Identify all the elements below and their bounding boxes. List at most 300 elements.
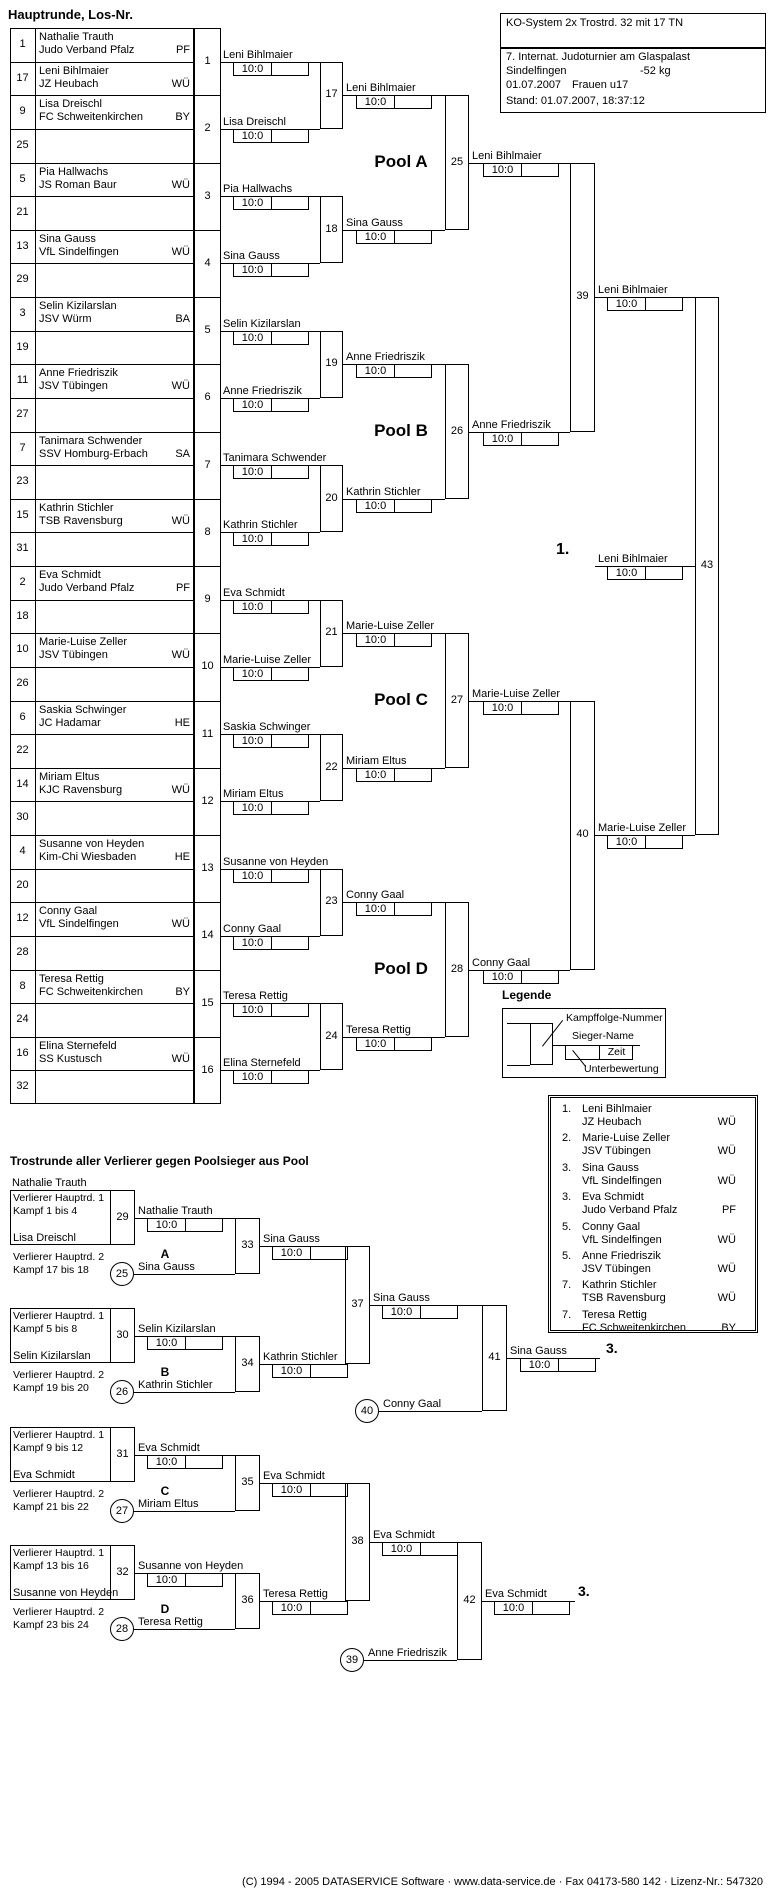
match-41-time-cell	[559, 1359, 595, 1371]
match-16-time-cell	[272, 1071, 308, 1083]
round1-match-number: 14	[201, 929, 214, 942]
seed-row-line	[10, 633, 194, 634]
legend-unterbewertung-label: Unterbewertung	[584, 1063, 659, 1075]
match-36-time-cell	[311, 1602, 347, 1614]
competitor-state: WÜ	[171, 380, 190, 393]
match-4-winner-name: Sina Gauss	[223, 250, 280, 263]
result-state: PF	[721, 1204, 736, 1217]
result-state: WÜ	[717, 1145, 736, 1158]
match-20-winner-name: Kathrin Stichler	[346, 485, 421, 498]
match-34-score: 10:0	[273, 1365, 311, 1377]
match-41-score-box	[520, 1358, 596, 1372]
match-33-score-box	[272, 1246, 348, 1260]
cons-entrant2-desc: Verlierer Hauptrd. 2	[13, 1369, 105, 1381]
match-20-score: 10:0	[357, 500, 395, 512]
match-29-score-box	[147, 1218, 223, 1232]
match-33-number: 33	[241, 1238, 254, 1251]
match-14-score: 10:0	[234, 937, 272, 949]
match-26-number: 26	[450, 424, 464, 437]
competitor-state: WÜ	[171, 77, 190, 90]
match-35-time-cell	[311, 1484, 347, 1496]
result-club: Judo Verband Pfalz	[582, 1204, 678, 1217]
match-20-time-cell	[395, 500, 431, 512]
match-29-time-cell	[186, 1219, 222, 1231]
result-rank: 2.	[562, 1132, 572, 1145]
competitor-state	[150, 750, 190, 763]
seed-number: 1	[19, 38, 26, 50]
match-31-number: 31	[116, 1448, 129, 1460]
cons-entrant1-desc: Verlierer Hauptrd. 1	[13, 1547, 105, 1559]
match-7-score-box	[233, 465, 309, 479]
result-rank: 7.	[562, 1279, 572, 1292]
cons-entrant2-desc: Verlierer Hauptrd. 2	[13, 1251, 105, 1263]
match-col-line	[194, 835, 221, 836]
seed-row-line	[10, 936, 194, 937]
match-15-score-box	[233, 1003, 309, 1017]
pool-label: Pool B	[374, 420, 428, 440]
match-36-score-box	[272, 1601, 348, 1615]
match-17-number: 17	[325, 88, 338, 101]
competitor-name: Marie-Luise Zeller	[39, 636, 128, 649]
loser-of-match-circle: 28	[110, 1617, 134, 1641]
match-41-winner-name: Sina Gauss	[510, 1344, 567, 1357]
result-rank: 1.	[562, 1103, 572, 1115]
match-11-score-box	[233, 734, 309, 748]
match-5-winner-name: Selin Kizilarslan	[223, 317, 301, 330]
seed-number: 16	[16, 1046, 29, 1059]
seed-row-line	[10, 230, 194, 231]
anne-friedriszik-line	[364, 1660, 457, 1661]
competitor-name: Nathalie Trauth	[39, 31, 114, 43]
seed-row-line	[10, 902, 194, 903]
competitor-state	[150, 145, 190, 158]
competitor-state: WÜ	[171, 1052, 190, 1065]
competitor-name: Selin Kizilarslan	[39, 300, 117, 312]
match-33-score: 10:0	[273, 1247, 311, 1259]
seed-row-line	[10, 566, 194, 567]
match-4-time-cell	[272, 264, 308, 276]
seed-row-line	[10, 331, 194, 332]
competitor-name: Lisa Dreischl	[39, 98, 102, 111]
match-38-score: 10:0	[383, 1543, 421, 1555]
match-12-winner-name: Miriam Eltus	[223, 788, 284, 801]
seed-number: 8	[19, 979, 26, 992]
match-18-time-cell	[395, 231, 431, 243]
match-38-number: 38	[351, 1534, 364, 1547]
match-27-winner-name: Marie-Luise Zeller	[472, 687, 561, 700]
match-11-time-cell	[272, 735, 308, 747]
match-22-score: 10:0	[357, 769, 395, 781]
competitor-club: Judo Verband Pfalz	[39, 582, 135, 594]
seed-row-line	[10, 768, 194, 769]
competitor-state	[150, 481, 190, 494]
seed-row-line	[10, 62, 194, 63]
legend-heading: Legende	[502, 988, 552, 1002]
match-col-line	[194, 970, 221, 971]
match-17-winner-name: Leni Bihlmaier	[346, 82, 416, 95]
competitor-name: Elina Sternefeld	[39, 1039, 117, 1052]
competitor-name: Teresa Rettig	[39, 972, 104, 985]
seed-row-line	[10, 667, 194, 668]
competitor-club: FC Schweitenkirchen	[39, 111, 143, 124]
match-32-time-cell	[186, 1574, 222, 1586]
competitor-state: PF	[175, 44, 190, 56]
cons-entrant2-desc: Kampf 19 bis 20	[13, 1382, 89, 1394]
loser-of-match-circle: 39	[340, 1648, 364, 1672]
match-15-time-cell	[272, 1004, 308, 1016]
match-7-winner-name: Tanimara Schwender	[223, 452, 327, 465]
competitor-state	[150, 548, 190, 561]
round1-match-number: 5	[204, 324, 211, 336]
pool-loser-name: Kathrin Stichler	[138, 1379, 213, 1391]
match-14-time-cell	[272, 937, 308, 949]
match-3-time-cell	[272, 197, 308, 209]
seed-number: 9	[19, 105, 26, 118]
conny-gaal-line	[379, 1411, 482, 1412]
match-col-line	[194, 163, 221, 164]
seed-number: 13	[16, 239, 29, 252]
match-42-score: 10:0	[495, 1602, 533, 1614]
match-3-score: 10:0	[234, 197, 272, 209]
competitor-state	[150, 683, 190, 696]
cons-entrant1-desc: Verlierer Hauptrd. 1	[13, 1192, 105, 1204]
match-3-winner-name: Pia Hallwachs	[223, 183, 293, 196]
match-31-time-cell	[186, 1456, 222, 1468]
competitor-state: HE	[174, 716, 190, 729]
result-state: WÜ	[717, 1292, 736, 1305]
match-17-score: 10:0	[357, 96, 395, 108]
seed-number: 3	[19, 307, 26, 319]
match-33-winner-name: Sina Gauss	[263, 1232, 320, 1245]
match-10-score-box	[233, 667, 309, 681]
competitor-name: Tanimara Schwender	[39, 434, 143, 447]
match-35-score: 10:0	[273, 1484, 311, 1496]
result-state: WÜ	[717, 1116, 736, 1128]
match-32-winner-name: Susanne von Heyden	[138, 1559, 244, 1572]
competitor-state	[150, 1019, 190, 1032]
result-name: Sina Gauss	[582, 1161, 639, 1174]
match-40-score: 10:0	[608, 836, 646, 848]
competitor-club: VfL Sindelfingen	[39, 245, 119, 258]
seed-row-line	[10, 869, 194, 870]
match-28-time-cell	[522, 971, 558, 983]
match-col-line	[194, 364, 221, 365]
cons-entrant2-name: Eva Schmidt	[13, 1469, 75, 1481]
competitor-name: Miriam Eltus	[39, 770, 100, 783]
match-5-score: 10:0	[234, 332, 272, 344]
third-place-label: 3.	[578, 1582, 590, 1599]
round1-match-number: 13	[201, 862, 214, 874]
tournament-location: Sindelfingen	[506, 65, 567, 77]
match-26-time-cell	[522, 433, 558, 445]
match-11-score: 10:0	[234, 735, 272, 747]
seed-row-line	[10, 600, 194, 601]
match-16-score: 10:0	[234, 1071, 272, 1083]
legend-entrant-line-bottom	[507, 1065, 530, 1066]
competitor-club: SSV Homburg-Erbach	[39, 447, 148, 460]
match-23-number: 23	[325, 895, 338, 908]
result-club: VfL Sindelfingen	[582, 1174, 662, 1187]
match-26-score-box	[483, 432, 559, 446]
match-40-score-box	[607, 835, 683, 849]
seed-col-divider	[35, 28, 36, 1104]
pool-loser-line	[134, 1274, 235, 1275]
match-25-winner-name: Leni Bihlmaier	[472, 149, 542, 162]
legend-kampffolge-label: Kampffolge-Nummer	[566, 1012, 663, 1024]
seed-row-line	[10, 398, 194, 399]
pool-letter-label: D	[160, 1602, 170, 1616]
match-2-score: 10:0	[234, 130, 272, 142]
match-38-winner-name: Eva Schmidt	[373, 1528, 435, 1541]
loser-of-match-circle: 25	[110, 1262, 134, 1286]
seed-number: 23	[16, 475, 29, 488]
pool-letter-label: A	[160, 1247, 170, 1261]
pool-loser-name: Sina Gauss	[138, 1261, 195, 1273]
match-col-line	[194, 1037, 221, 1038]
round1-match-number: 8	[204, 525, 211, 538]
match-31-score: 10:0	[148, 1456, 186, 1468]
match-42-number: 42	[463, 1593, 476, 1606]
seed-number: 4	[19, 845, 26, 857]
result-state: BY	[721, 1321, 736, 1334]
competitor-club: SS Kustusch	[39, 1052, 102, 1065]
match-34-winner-name: Kathrin Stichler	[263, 1350, 338, 1363]
seed-number: 27	[16, 407, 29, 420]
seed-number: 11	[16, 374, 29, 387]
seed-row-line	[10, 835, 194, 836]
competitor-state: SA	[175, 447, 190, 460]
seed-row-line	[10, 163, 194, 164]
match-9-score: 10:0	[234, 601, 272, 613]
match-43-number: 43	[700, 559, 714, 571]
match-4-score-box	[233, 263, 309, 277]
seed-number: 28	[16, 945, 29, 958]
match-10-time-cell	[272, 668, 308, 680]
match-1-score: 10:0	[234, 63, 272, 75]
match-20-number: 20	[325, 491, 338, 504]
match-1-score-box	[233, 62, 309, 76]
cons-entrant1-desc: Kampf 13 bis 16	[13, 1560, 89, 1572]
match-7-time-cell	[272, 466, 308, 478]
match-22-score-box	[356, 768, 432, 782]
match-15-score: 10:0	[234, 1004, 272, 1016]
match-37-number: 37	[351, 1297, 364, 1310]
seed-row-line	[10, 95, 194, 96]
competitor-club: JSV Tübingen	[39, 380, 108, 393]
match-21-number: 21	[325, 626, 338, 639]
competitor-state: BA	[175, 313, 190, 325]
seed-number: 7	[19, 441, 26, 454]
match-col-line	[194, 297, 221, 298]
result-club: JSV Tübingen	[582, 1263, 651, 1275]
seed-number: 6	[19, 710, 26, 723]
match-25-score: 10:0	[484, 164, 522, 176]
seed-number: 31	[16, 542, 29, 555]
round1-match-number: 7	[204, 458, 211, 471]
competitor-state	[150, 1086, 190, 1099]
competitor-club: JSV Tübingen	[39, 649, 108, 662]
match-12-score-box	[233, 801, 309, 815]
match-32-number: 32	[116, 1566, 129, 1578]
match-col-line	[194, 95, 221, 96]
match-5-time-cell	[272, 332, 308, 344]
stand-timestamp: Stand: 01.07.2007, 18:37:12	[506, 95, 645, 107]
competitor-name: Eva Schmidt	[39, 569, 101, 581]
match-14-score-box	[233, 936, 309, 950]
seed-number: 26	[16, 676, 29, 689]
third-place-label: 3.	[606, 1339, 618, 1356]
match-42-time-cell	[533, 1602, 569, 1614]
seed-number: 24	[16, 1013, 29, 1026]
match-25-time-cell	[522, 164, 558, 176]
match-18-score: 10:0	[357, 231, 395, 243]
match-22-winner-name: Miriam Eltus	[346, 754, 407, 767]
match-3-score-box	[233, 196, 309, 210]
cons-entrant1-desc: Kampf 1 bis 4	[13, 1205, 78, 1217]
match-39-winner-name: Leni Bihlmaier	[598, 284, 668, 296]
result-rank: 7.	[562, 1308, 572, 1321]
seed-number: 32	[16, 1080, 29, 1093]
competitor-state: BY	[175, 111, 190, 124]
competitor-name: Susanne von Heyden	[39, 838, 145, 850]
result-state: WÜ	[717, 1233, 736, 1246]
pool-loser-name: Teresa Rettig	[138, 1616, 203, 1628]
match-19-winner-name: Anne Friedriszik	[346, 351, 425, 364]
match-35-winner-name: Eva Schmidt	[263, 1469, 325, 1482]
seed-row-line	[10, 1070, 194, 1071]
seed-number: 12	[16, 912, 29, 925]
seed-number: 17	[16, 71, 29, 84]
match-28-winner-name: Conny Gaal	[472, 956, 531, 969]
match-26-score: 10:0	[484, 433, 522, 445]
page-title: Hauptrunde, Los-Nr.	[8, 7, 133, 22]
seed-number: 29	[16, 273, 29, 286]
match-17-time-cell	[395, 96, 431, 108]
seed-number: 10	[16, 643, 29, 656]
match-8-score: 10:0	[234, 533, 272, 545]
match-36-number: 36	[241, 1593, 254, 1606]
competitor-state	[150, 347, 190, 360]
match-39-time-cell	[646, 298, 682, 310]
result-rank: 3.	[562, 1161, 572, 1174]
seed-number: 19	[16, 340, 29, 353]
match-18-number: 18	[325, 222, 338, 235]
loser-of-match-circle: 27	[110, 1499, 134, 1523]
seed-number: 25	[16, 138, 29, 151]
round1-match-number: 11	[201, 727, 214, 740]
competitor-name: Anne Friedriszik	[39, 367, 118, 380]
match-col-line	[194, 230, 221, 231]
match-40-winner-name: Marie-Luise Zeller	[598, 822, 687, 834]
match-10-score: 10:0	[234, 668, 272, 680]
result-name: Marie-Luise Zeller	[582, 1132, 671, 1145]
result-name: Conny Gaal	[582, 1220, 641, 1233]
match-1-winner-name: Leni Bihlmaier	[223, 48, 293, 61]
match-17-score-box	[356, 95, 432, 109]
round1-match-number: 15	[201, 996, 214, 1009]
result-name: Leni Bihlmaier	[582, 1103, 652, 1115]
seed-row-line	[10, 532, 194, 533]
cons-entrant-name: Anne Friedriszik	[368, 1647, 447, 1659]
match-col-line	[194, 902, 221, 903]
competitor-name: Kathrin Stichler	[39, 501, 114, 514]
match-4-score: 10:0	[234, 264, 272, 276]
match-19-score: 10:0	[357, 365, 395, 377]
cons-entrant1-desc: Verlierer Hauptrd. 1	[13, 1429, 105, 1441]
result-rank: 5.	[562, 1250, 572, 1262]
round1-match-number: 1	[204, 55, 211, 67]
seed-number: 30	[16, 811, 29, 824]
match-18-score-box	[356, 230, 432, 244]
competitor-state	[150, 952, 190, 965]
seed-number: 21	[16, 206, 29, 219]
match-24-score-box	[356, 1037, 432, 1051]
match-30-time-cell	[186, 1337, 222, 1349]
match-24-time-cell	[395, 1038, 431, 1050]
match-38-time-cell	[421, 1543, 457, 1555]
legend-zeit-cell: Zeit	[607, 1046, 626, 1058]
match-33-time-cell	[311, 1247, 347, 1259]
match-24-score: 10:0	[357, 1038, 395, 1050]
match-31-score-box	[147, 1455, 223, 1469]
match-38-score-box	[382, 1542, 458, 1556]
pool-loser-line	[134, 1392, 235, 1393]
match-34-score-box	[272, 1364, 348, 1378]
match-37-score-box	[382, 1305, 458, 1319]
match-40-number: 40	[576, 828, 589, 840]
cons-entrant2-name: Susanne von Heyden	[13, 1587, 119, 1599]
match-12-score: 10:0	[234, 802, 272, 814]
match-28-number: 28	[450, 962, 464, 975]
match-col-line	[194, 566, 221, 567]
seed-row-line	[10, 263, 194, 264]
match-19-score-box	[356, 364, 432, 378]
competitor-name: Saskia Schwinger	[39, 703, 127, 716]
seed-row-line	[10, 364, 194, 365]
match-13-winner-name: Susanne von Heyden	[223, 855, 329, 868]
seed-row-line	[10, 196, 194, 197]
match-25-number: 25	[450, 155, 464, 168]
match-30-winner-name: Selin Kizilarslan	[138, 1322, 216, 1335]
competitor-name: Conny Gaal	[39, 905, 98, 918]
match-29-number: 29	[116, 1211, 129, 1223]
seed-number: 5	[19, 172, 26, 185]
result-club: JZ Heubach	[582, 1116, 642, 1128]
pool-label: Pool D	[374, 958, 428, 978]
competitor-club: Kim-Chi Wiesbaden	[39, 851, 137, 863]
seed-row-line	[10, 1003, 194, 1004]
match-32-score: 10:0	[148, 1574, 186, 1586]
competitor-state	[150, 616, 190, 629]
pool-loser-name: Miriam Eltus	[138, 1498, 199, 1510]
match-39-score-box	[607, 297, 683, 311]
round1-match-number: 10	[201, 660, 214, 673]
seed-number: 22	[16, 744, 29, 757]
match-col-line	[194, 432, 221, 433]
match-6-score: 10:0	[234, 399, 272, 411]
competitor-state	[150, 885, 190, 898]
result-state: WÜ	[717, 1174, 736, 1187]
legend-sieger-label: Sieger-Name	[572, 1030, 634, 1042]
final-time-cell	[646, 567, 682, 579]
result-state: WÜ	[717, 1263, 736, 1275]
pool-loser-line	[134, 1511, 235, 1512]
match-2-winner-name: Lisa Dreischl	[223, 115, 286, 128]
footer-copyright: (C) 1994 - 2005 DATASERVICE Software · www.data-service.de · Fax 04173-580 142 · Lizenz-Nr.: 547320	[242, 1876, 763, 1888]
match-8-winner-name: Kathrin Stichler	[223, 519, 298, 532]
seed-row-line	[10, 701, 194, 702]
match-11-winner-name: Saskia Schwinger	[223, 721, 311, 734]
